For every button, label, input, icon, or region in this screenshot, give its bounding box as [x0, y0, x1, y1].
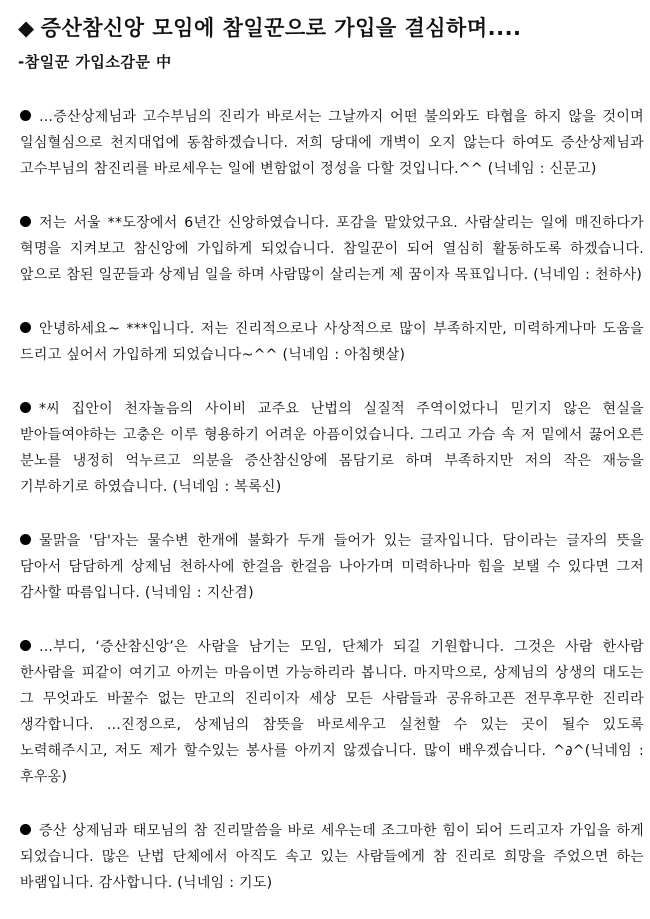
- testimonial-entry: [20, 396, 644, 500]
- testimonial-entry: [20, 104, 644, 182]
- bullet-dot-icon: [20, 534, 31, 545]
- testimonial-text: …증산상제님과 고수부님의 진리가 바로서는 그날까지 어떤 불의와도 타협을 하지 않을 것이며 일심혈심으로 천지대업에 동참하겠습니다. 저희 당대에 개벽이 오지 않는다 하여도 증산상제님과 고수부님의 참진리를 바로세우는 일에 변함없이 정성을 다할 것입니다.^^ (닉네임 : 신문고): [20, 109, 644, 177]
- bullet-dot-icon: [20, 402, 31, 413]
- testimonial-text: *씨 집안이 천자놀음의 사이비 교주요 난법의 실질적 주역이었다니 믿기지 않은 현실을 받아들여야하는 고충은 이루 형용하기 어려운 아픔이었습니다. 그리고 가슴 속 저 밑에서 끓어오른 분노를 냉정히 억누르고 의분을 증산참신앙에 몸담기로 하며 부족하지만 저의 작은 재능을 기부하기로 하였습니다. (닉네임 : 복록신): [20, 401, 644, 495]
- document-title: [18, 14, 522, 42]
- testimonial-entry: [20, 210, 644, 288]
- document-subtitle: -참일꾼 가입소감문 中: [18, 53, 172, 71]
- title-text: 증산참신앙 모임에 참일꾼으로 가입을 결심하며....: [40, 16, 522, 40]
- testimonial-entry: [20, 818, 644, 896]
- bullet-dot-icon: [20, 216, 31, 227]
- testimonial-entry: [20, 316, 644, 368]
- testimonial-text: …부디, ‘증산참신앙’은 사람을 남기는 모임, 단체가 되길 기원합니다. 그것은 사람 한사람 한사람을 피같이 여기고 아끼는 마음이면 가능하리라 봅니다. 마지막으로, 상제님의 상생의 대도는 그 무엇과도 바꿀수 없는 만고의 진리이자 세상 모든 사람들과 공유하고픈 전무후무한 진리라 생각합니다. …진정으로, 상제님의 참뜻을 바로세우고 실천할 수 있는 곳이 될수 있도록 노력해주시고, 저도 제가 할수있는 봉사를 아끼지 않겠습니다. 많이 배우겠습니다. ^∂^(닉네임 : 후우옹): [20, 639, 644, 785]
- testimonial-text: 저는 서울 **도장에서 6년간 신앙하였습니다. 포감을 맡았었구요. 사람살리는 일에 매진하다가 혁명을 지켜보고 참신앙에 가입하게 되었습니다. 참일꾼이 되어 열심히 활동하도록 하겠습니다. 앞으로 참된 일꾼들과 상제님 일을 하며 사람많이 살리는게 제 꿈이자 목표입니다. (닉네임 : 천하사): [20, 215, 644, 283]
- testimonial-text: 안녕하세요~ ***입니다. 저는 진리적으로나 사상적으로 많이 부족하지만, 미력하게나마 도움을 드리고 싶어서 가입하게 되었습니다~^^ (닉네임 : 아침햇살): [20, 321, 644, 363]
- bullet-dot-icon: [20, 110, 31, 121]
- testimonial-entry: [20, 634, 644, 790]
- bullet-dot-icon: [20, 322, 31, 333]
- testimonial-text: 물맑을 '담'자는 물수변 한개에 불화가 두개 들어가 있는 글자입니다. 담이라는 글자의 뜻을 담아서 담담하게 상제님 천하사에 한걸음 한걸음 나아가며 미력하나마 힘을 보탤 수 있다면 그저 감사할 따름입니다. (닉네임 : 지산겸): [20, 533, 644, 601]
- bullet-dot-icon: [20, 824, 31, 835]
- bullet-dot-icon: [20, 640, 31, 651]
- testimonial-entry: [20, 528, 644, 606]
- diamond-bullet-icon: ◆: [18, 16, 35, 40]
- testimonial-list: [20, 104, 644, 919]
- testimonial-text: 증산 상제님과 태모님의 참 진리말씀을 바로 세우는데 조그마한 힘이 되어 드리고자 가입을 하게 되었습니다. 많은 난법 단체에서 아직도 속고 있는 사람들에게 참 진리로 희망을 주었으면 하는 바램입니다. 감사합니다. (닉네임 : 기도): [20, 823, 644, 891]
